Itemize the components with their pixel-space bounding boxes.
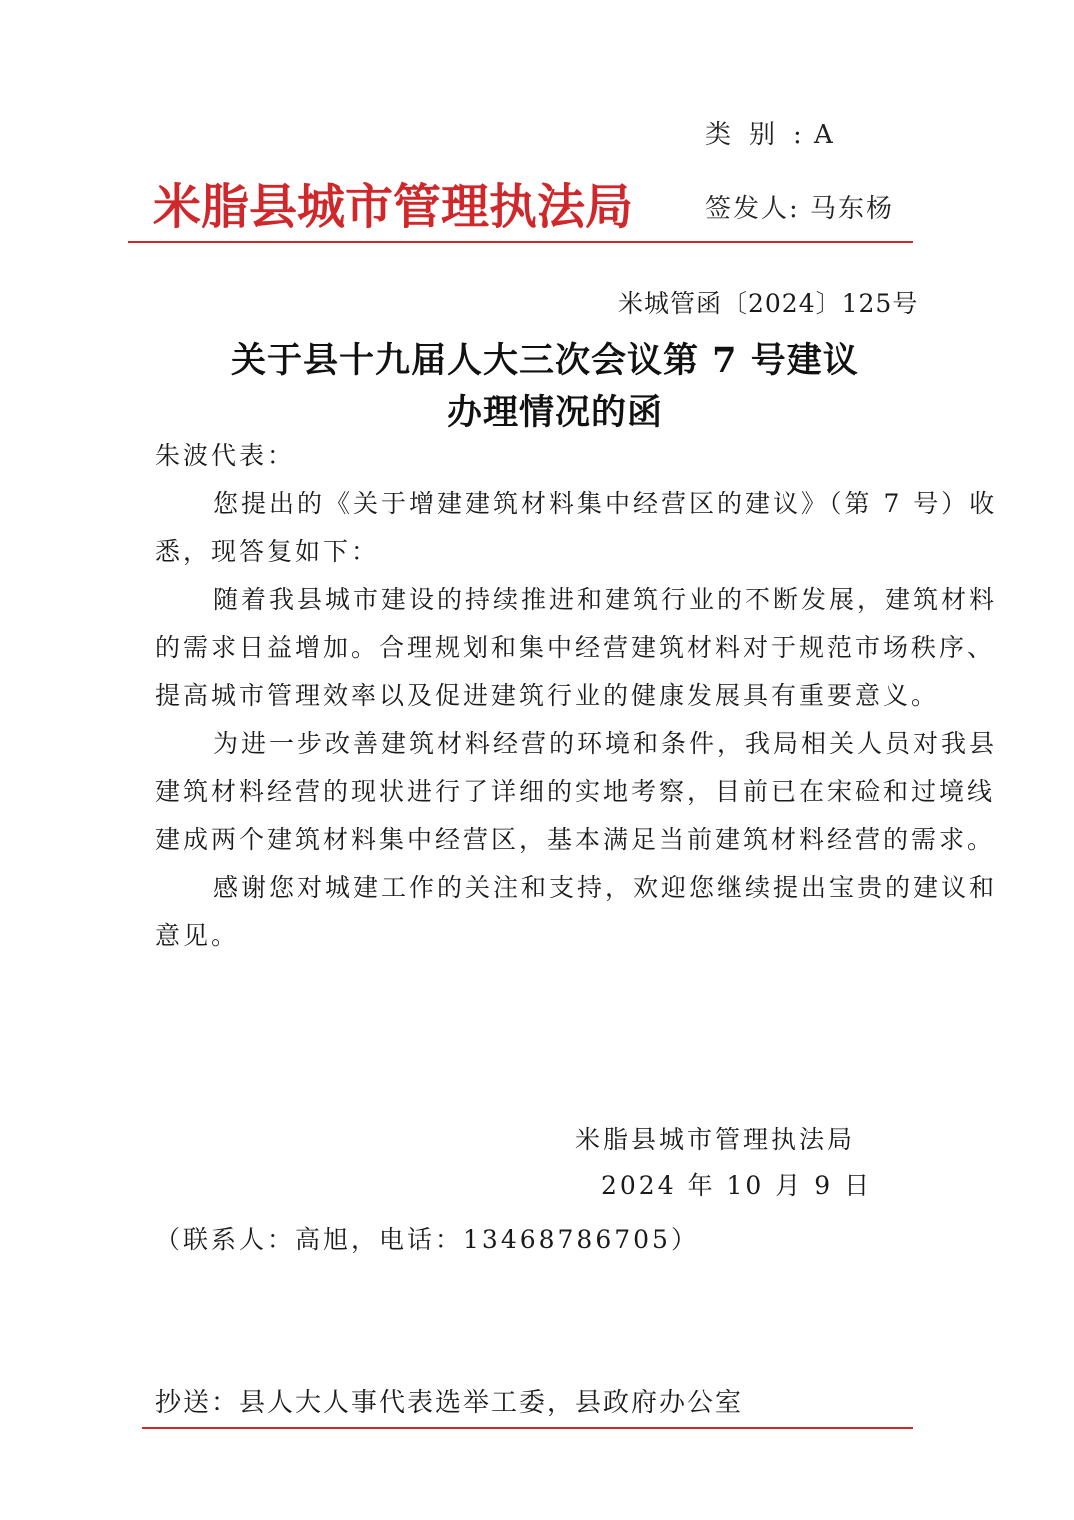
- document-number: 米城管函〔2024〕125号: [618, 289, 919, 318]
- signer-separator: :: [789, 194, 811, 224]
- signer-field: [705, 188, 894, 225]
- signer-value: 马东杨: [810, 194, 895, 224]
- salutation: 朱波代表：: [155, 441, 296, 470]
- cc-recipients: 抄送：县人大人事代表选举工委，县政府办公室: [155, 1388, 744, 1418]
- signer-label: 签发人: [705, 194, 790, 224]
- category-separator: :: [793, 120, 815, 150]
- category-label: 类别: [705, 120, 794, 150]
- letter-body: [155, 432, 1015, 960]
- document-title-line-2: 办理情况的函: [447, 392, 664, 433]
- contact-info: （联系人：高旭，电话：13468786705）: [155, 1225, 699, 1254]
- document-title-line-1: 关于县十九届人大三次会议第 7 号建议: [231, 340, 859, 381]
- paragraph-1: 您提出的《关于增建建筑材料集中经营区的建议》（第 7 号）收悉，现答复如下：: [155, 489, 998, 566]
- paragraph-2: 随着我县城市建设的持续推进和建筑行业的不断发展，建筑材料的需求日益增加。合理规划和集中经营建筑材料对于规范市场秩序、提高城市管理效率以及促进建筑行业的健康发展具有重要意义。: [155, 585, 998, 710]
- category-value: A: [814, 120, 835, 150]
- footer-divider: [142, 1427, 913, 1429]
- paragraph-3: 为进一步改善建筑材料经营的环境和条件，我局相关人员对我县建筑材料经营的现状进行了详细的实地考察，目前已在宋硷和过境线建成两个建筑材料集中经营区，基本满足当前建筑材料经营的需求。: [155, 729, 998, 854]
- paragraph-4: 感谢您对城建工作的关注和支持，欢迎您继续提出宝贵的建议和意见。: [155, 873, 998, 950]
- category-field: [705, 114, 835, 151]
- issuing-organization-title: 米脂县城市管理执法局: [153, 179, 634, 235]
- signature-date: 2024 年 10 月 9 日: [601, 1171, 873, 1200]
- header-divider: [128, 241, 913, 243]
- signature-organization: 米脂县城市管理执法局: [575, 1125, 856, 1154]
